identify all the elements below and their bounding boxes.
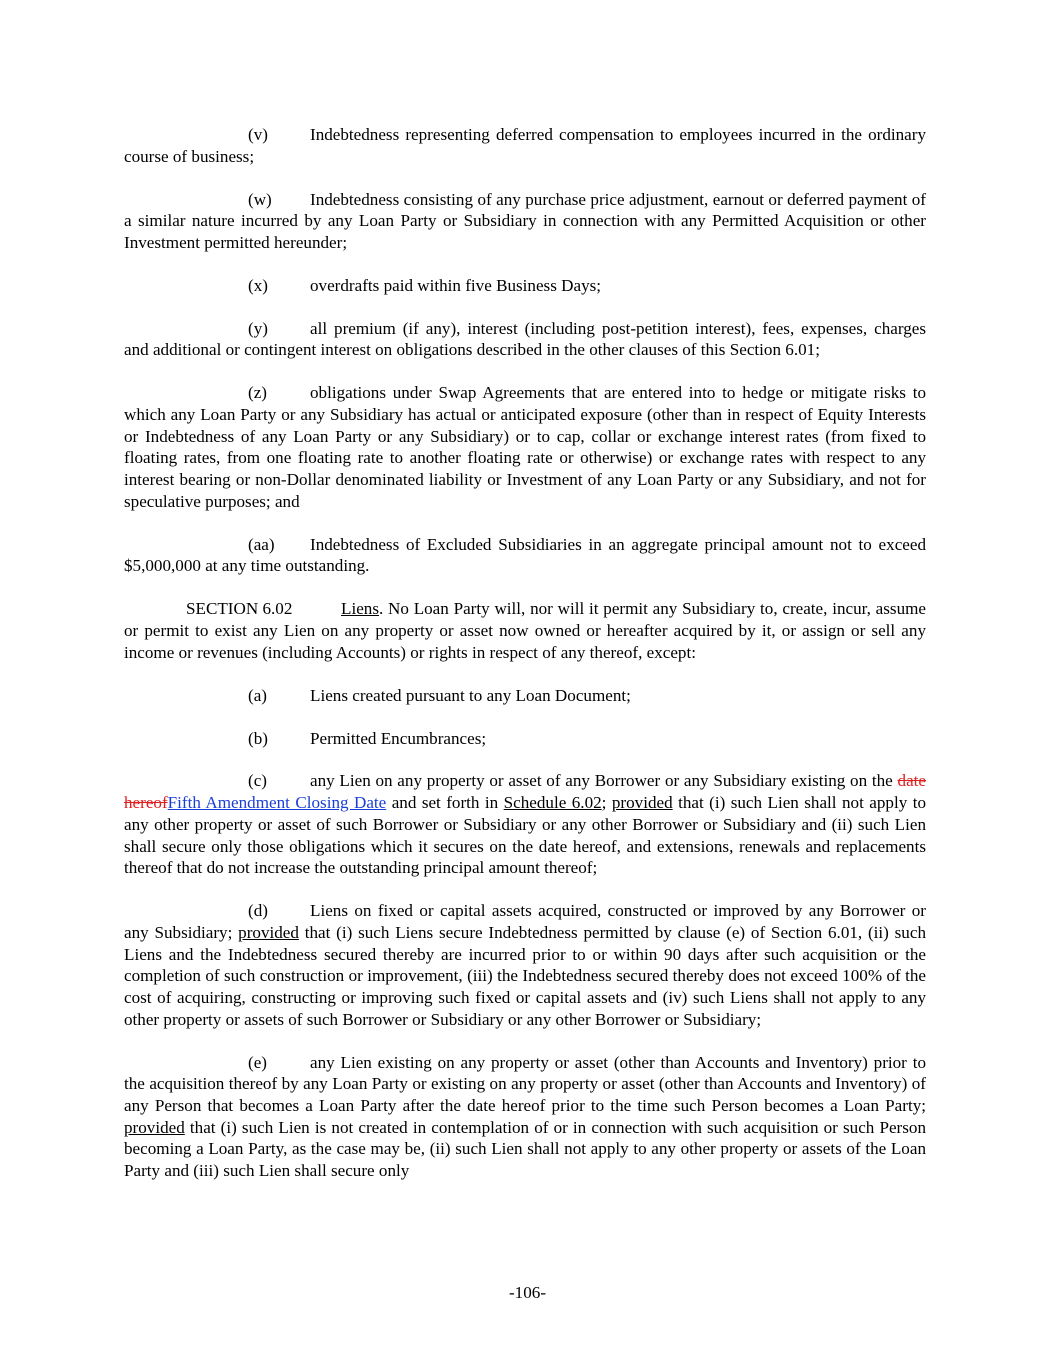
section-6-02 [124,598,926,663]
clause-text: Liens created pursuant to any Loan Document; [310,685,631,705]
clause-label: (e) [248,1052,267,1072]
clause-text: any Lien existing on any property or asset (other than Accounts and Inventory) prior to the acquisition thereof by any Loan Party or existing on any property or asset (other than Accounts and Inventory) of any Person that becomes a Loan Party after the date hereof prior to the time such Person becomes a Loan Party; [124,1052,926,1115]
clause-aa [124,534,926,577]
inserted-text: Fifth Amendment Closing Date [167,793,387,813]
document-body [124,124,926,1203]
clause-z [124,382,926,512]
provided-term: provided [124,1117,185,1137]
provided-term: provided [238,922,299,942]
clause-label: (a) [248,685,267,705]
clause-text: Permitted Encumbrances; [310,728,487,748]
clause-label: (b) [248,728,268,748]
lien-b [124,728,926,750]
lien-e [124,1052,926,1182]
clause-label: (v) [248,125,268,144]
section-text: . No Loan Party will, nor will it permit any Subsidiary to, create, incur, assume or permit to exist any Lien on any property or asset now owned or hereafter acquired by it, or assign or sell any income or revenues (including Accounts) or rights in respect of any thereof, except: [124,599,926,662]
clause-text: that (i) such Lien shall not apply to any other property or asset of such Borrower or Subsidiary or any other Borrower or Subsidiary and (ii) such Lien shall secure only those obligations which it secures on the date hereof, and extensions, renewals and replacements thereof that do not increase the outstanding principal amount thereof; [124,793,926,878]
clause-y [124,318,926,361]
lien-c [124,770,926,879]
clause-label: (x) [248,275,268,295]
clause-text: and set forth in [386,793,504,813]
clause-text: Indebtedness consisting of any purchase price adjustment, earnout or deferred payment of a similar nature incurred by any Loan Party or Subsidiary in connection with any Permitted Acquisition or other Investment permitted hereunder; [124,189,926,252]
clause-label: (d) [248,901,268,921]
clause-label: (aa) [248,534,275,554]
clause-text: ; [601,793,612,813]
provided-term: provided [611,793,673,813]
clause-text: all premium (if any), interest (including post-petition interest), fees, expenses, charges and additional or contingent interest on obligations described in the other clauses of this Section 6.01; [124,318,926,360]
clause-label: (w) [248,189,272,209]
clause-x [124,275,926,297]
lien-d [124,900,926,1030]
section-title: Liens [341,599,379,619]
deleted-text: date hereof [124,771,926,813]
clause-text: Indebtedness of Excluded Subsidiaries in an aggregate principal amount not to exceed $5,000,000 at any time outstanding. [124,534,926,576]
clause-label: (z) [248,383,267,403]
clause-w [124,189,926,254]
section-label: SECTION 6.02 [186,599,293,619]
clause-v [124,124,926,167]
page-number: -106- [508,1283,547,1302]
lien-a [124,685,926,707]
clause-label: (c) [248,771,267,791]
clause-text: that (i) such Lien is not created in contemplation of or in connection with such acquisition or such Person becoming a Loan Party, as the case may be, (ii) such Lien shall not apply to any other property or assets of the Loan Party and (iii) such Lien shall secure only [124,1117,926,1181]
clause-text: Indebtedness representing deferred compensation to employees incurred in the ordinary course of business; [124,125,926,166]
clause-text: obligations under Swap Agreements that are entered into to hedge or mitigate risks to which any Loan Party or any Subsidiary has actual or anticipated exposure (other than in respect of Equity Interests or Indebtedness of any Loan Party or any Subsidiary) or to cap, collar or exchange interest rates (from fixed to floating rates, from one floating rate to another floating rate or otherwise) or exchange rates with respect to any interest bearing or non-Dollar denominated liability or Investment of any Loan Party or any Subsidiary, and not for speculative purposes; and [124,383,926,511]
clause-text: Liens on fixed or capital assets acquired, constructed or improved by any Borrower or any Subsidiary; [124,901,926,942]
clause-text: that (i) such Liens secure Indebtedness permitted by clause (e) of Section 6.01, (ii) such Liens and the Indebtedness secured thereby are incurred prior to or within 90 days after such acquisition or the completion of such construction or improvement, (iii) the Indebtedness secured thereby does not exceed 100% of the cost of acquiring, constructing or improving such fixed or capital assets and (iv) such Liens shall not apply to any other property or assets of such Borrower or Subsidiary or any other Borrower or Subsidiary; [124,922,926,1029]
clause-text: overdrafts paid within five Business Days; [310,275,602,295]
clause-label: (y) [248,318,268,338]
clause-text: any Lien on any property or asset of any Borrower or any Subsidiary existing on the [310,771,898,791]
schedule-reference: Schedule 6.02 [503,793,602,813]
